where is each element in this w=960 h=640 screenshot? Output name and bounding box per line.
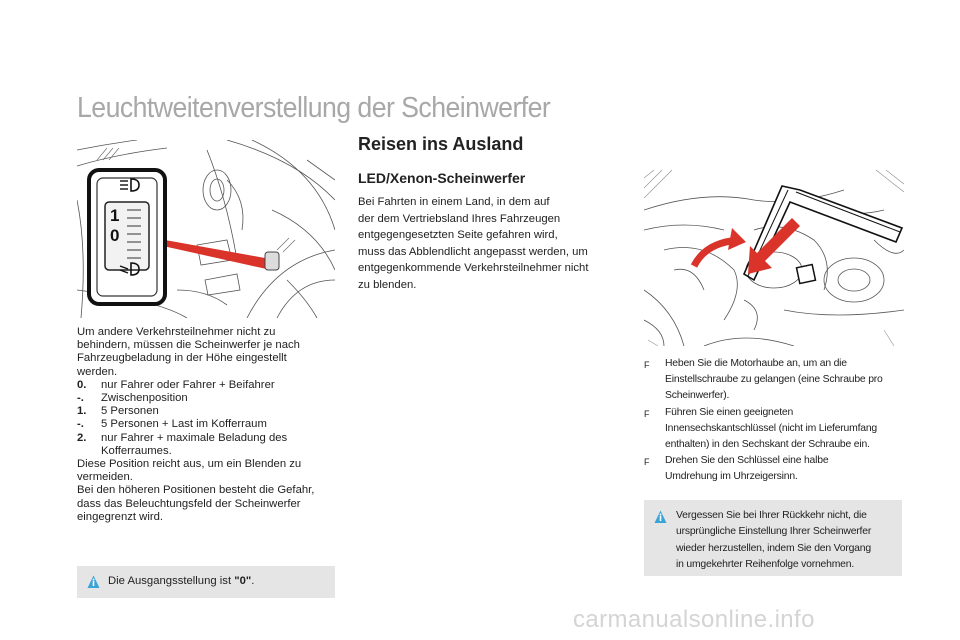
step-item: [644, 405, 906, 454]
paragraph-line: Diese Position reicht aus, um ein Blenden zu: [77, 458, 302, 471]
instruction-steps: [644, 356, 906, 486]
paragraph-line: entgegenkommende Verkehrsteilnehmer nicht: [358, 262, 589, 274]
paragraph-line: Fahrzeugbeladung in der Höhe eingestellt: [77, 352, 287, 365]
position-key: -.: [77, 392, 84, 405]
step-text: [665, 405, 906, 454]
paragraph-line: Bei den höheren Positionen besteht die Gefahr,: [77, 484, 315, 497]
step-line: Heben Sie die Motorhaube an, um an die: [665, 358, 847, 369]
travel-paragraph: [358, 194, 618, 293]
paragraph-line: eingegrenzt wird.: [77, 510, 164, 523]
paragraph-line: vermeiden.: [77, 471, 133, 484]
info-suffix: .: [251, 575, 255, 587]
step-line: Scheinwerfer).: [665, 390, 730, 402]
info-line: in umgekehrter Reihenfolge vornehmen.: [676, 558, 855, 570]
position-text-line: Kofferraumes.: [101, 444, 172, 457]
position-key: 0.: [77, 378, 87, 391]
position-text-line: nur Fahrer + maximale Beladung des: [101, 431, 288, 444]
dial-label-1: 1: [110, 206, 120, 225]
position-key: 1.: [77, 405, 87, 418]
position-text: 5 Personen + Last im Kofferraum: [101, 418, 267, 431]
step-line: Innensechskantschlüssel (nicht im Lieferumfang: [665, 422, 878, 434]
position-item: [77, 405, 339, 418]
paragraph-line: behindern, müssen die Scheinwerfer je nach: [77, 339, 300, 352]
position-item: [77, 432, 339, 458]
bullet-marker: F: [644, 457, 650, 468]
position-text: Zwischenposition: [101, 392, 188, 405]
position-key: 2.: [77, 431, 87, 444]
position-text: 5 Personen: [101, 405, 159, 418]
info-prefix: Die Ausgangsstellung ist: [108, 575, 235, 587]
sub-heading: LED/Xenon-Scheinwerfer: [358, 170, 526, 186]
section-heading: Reisen ins Ausland: [358, 134, 524, 154]
bullet-marker: F: [644, 360, 650, 370]
paragraph-line: werden.: [77, 365, 118, 378]
position-text: nur Fahrer oder Fahrer + Beifahrer: [101, 378, 275, 391]
position-item: [77, 418, 339, 431]
headlamp-icon: [117, 260, 143, 278]
paragraph-line: entgegengesetzten Seite gefahren wird,: [358, 229, 558, 241]
paragraph-line: Um andere Verkehrsteilnehmer nicht zu: [77, 326, 276, 338]
info-line: wieder herzustellen, indem Sie den Vorgang: [676, 542, 871, 554]
paragraph-line: Bei Fahrten in einem Land, in dem auf: [358, 196, 550, 208]
info-line: Vergessen Sie bei Ihrer Rückkehr nicht, die: [676, 510, 867, 521]
info-icon: [654, 510, 667, 524]
info-text: [676, 508, 898, 573]
step-line: Drehen Sie den Schlüssel eine halbe: [665, 455, 829, 467]
step-line: Führen Sie einen geeigneten: [665, 406, 794, 418]
paragraph-line: der dem Vertriebsland Ihres Fahrzeugen: [358, 212, 561, 225]
step-text: [665, 356, 906, 405]
info-value: "0": [234, 575, 252, 587]
paragraph-line: dass das Beleuchtungsfeld der Scheinwerfer: [77, 497, 301, 510]
default-position-info-box: [77, 566, 335, 598]
position-item: [77, 392, 339, 405]
headlamp-icon: [117, 176, 143, 194]
paragraph-line: zu blenden.: [358, 278, 417, 291]
engine-bay-illustration: [644, 170, 904, 346]
left-body-text: [77, 326, 339, 524]
bullet-marker: F: [644, 408, 650, 419]
watermark: carmanualsonline.info: [573, 606, 815, 633]
position-key: -.: [77, 418, 84, 431]
info-icon: [87, 575, 100, 589]
step-line: Einstellschraube zu gelangen (eine Schraube pro: [665, 374, 883, 386]
dashboard-dial-illustration: [77, 140, 335, 318]
info-line: ursprüngliche Einstellung Ihrer Scheinwerfer: [676, 526, 872, 538]
position-text: [101, 432, 339, 458]
dial-label-0: 0: [110, 226, 120, 245]
info-text: [108, 575, 254, 587]
return-info-box: [644, 500, 902, 576]
page-title: Leuchtweitenverstellung der Scheinwerfer: [77, 92, 551, 124]
step-item: [644, 453, 906, 485]
position-item: [77, 379, 339, 392]
step-line: enthalten) in den Sechskant der Schraube ein.: [665, 439, 870, 451]
paragraph-line: muss das Abblendlicht angepasst werden, um: [358, 245, 588, 258]
step-text: [665, 453, 906, 485]
step-line: Umdrehung im Uhrzeigersinn.: [665, 471, 798, 483]
step-item: [644, 356, 906, 405]
